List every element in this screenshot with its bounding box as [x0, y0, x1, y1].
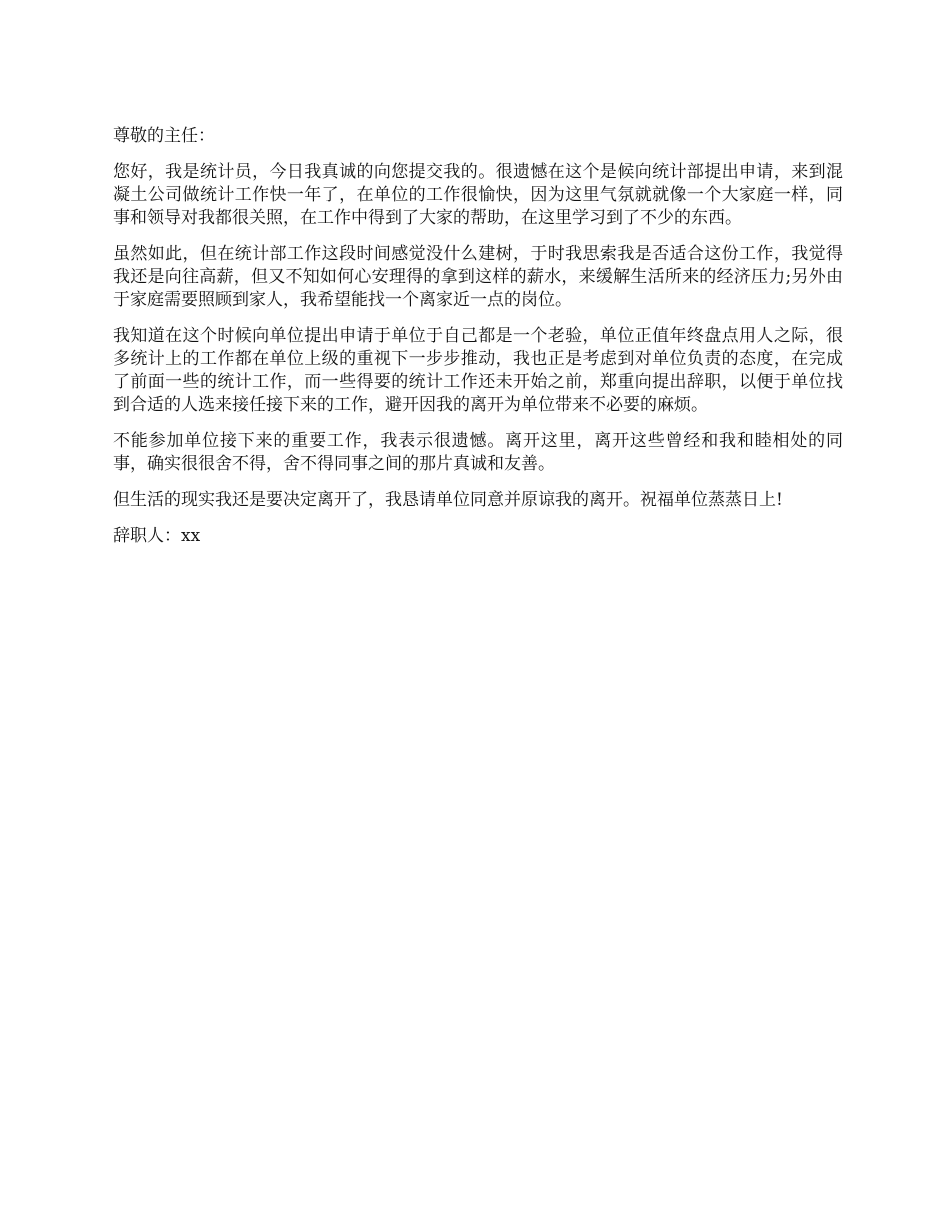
letter-paragraph-4: 不能参加单位接下来的重要工作，我表示很遗憾。离开这里，离开这些曾经和我和睦相处的同事，确实很很舍不得，舍不得同事之间的那片真诚和友善。: [113, 431, 843, 474]
letter-paragraph-2: 虽然如此，但在统计部工作这段时间感觉没什么建树，于时我思索我是否适合这份工作，我觉得我还是向往高薪，但又不知如何心安理得的拿到这样的薪水，来缓解生活所来的经济压力;另外由于家庭需要照顾到家人，我希望能找一个离家近一点的岗位。: [113, 244, 843, 310]
letter-salutation: 尊敬的主任：: [113, 126, 215, 146]
letter-paragraph-1: 您好，我是统计员，今日我真诚的向您提交我的。很遗憾在这个是候向统计部提出申请，来到混凝土公司做统计工作快一年了，在单位的工作很愉快，因为这里气氛就就像一个大家庭一样，同事和领导对我都很关照，在工作中得到了大家的帮助，在这里学习到了不少的东西。: [113, 162, 843, 228]
letter-signature: 辞职人：xx: [113, 526, 201, 546]
letter-body: [113, 125, 843, 561]
letter-paragraph-3: 我知道在这个时候向单位提出申请于单位于自己都是一个老验，单位正值年终盘点用人之际，很多统计上的工作都在单位上级的重视下一步步推动，我也正是考虑到对单位负责的态度，在完成了前面一些的统计工作，而一些得要的统计工作还未开始之前，郑重向提出辞职，以便于单位找到合适的人选来接任接下来的工作，避开因我的离开为单位带来不必要的麻烦。: [113, 326, 843, 415]
letter-paragraph-5: 但生活的现实我还是要决定离开了，我恳请单位同意并原谅我的离开。祝福单位蒸蒸日上!: [113, 490, 783, 510]
